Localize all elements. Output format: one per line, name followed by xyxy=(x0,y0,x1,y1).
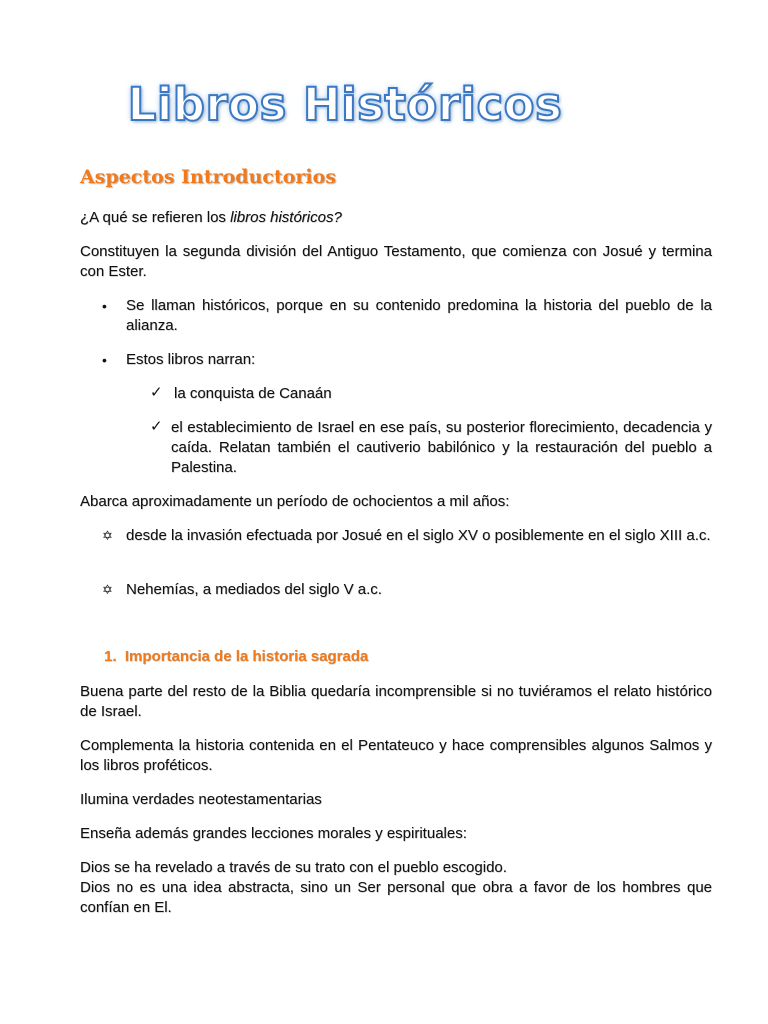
intro-question xyxy=(80,208,720,228)
star-item-1: desde la invasión efectuada por Josué en el siglo XV o posiblemente en el siglo XIII a.c. xyxy=(126,527,711,544)
question-italic: libros históricos? xyxy=(230,209,342,226)
paragraph-lessons: Enseña además grandes lecciones morales y espirituales: xyxy=(80,825,467,842)
paragraph-period: Abarca aproximadamente un período de ochocientos a mil años: xyxy=(80,493,510,510)
check-icon: ✓ xyxy=(150,418,163,435)
bullet-icon: • xyxy=(102,352,107,368)
page-title: Libros Históricos xyxy=(127,78,563,131)
section-title: Aspectos Introductorios xyxy=(80,166,337,188)
paragraph-definition: Constituyen la segunda división del Antiguo Testamento, que comienza con Josué y termina con Ester. xyxy=(80,243,712,280)
bullet-item-1: Se llaman históricos, porque en su contenido predomina la historia del pueblo de la alianza. xyxy=(126,297,712,334)
check-icon: ✓ xyxy=(150,384,163,401)
subsection-heading xyxy=(104,648,368,665)
subsection-number: 1. xyxy=(104,648,117,665)
check-item-1: la conquista de Canaán xyxy=(174,385,332,402)
subsection-title: Importancia de la historia sagrada xyxy=(124,648,369,665)
check-item-2: el establecimiento de Israel en ese país, su posterior florecimiento, decadencia y caída. Relatan también el cautiverio babilónico y la restauración del pueblo a Palestina. xyxy=(171,419,712,476)
star-of-david-icon: ✡ xyxy=(102,528,113,543)
paragraph-pentateuch: Complementa la historia contenida en el Pentateuco y hace comprensibles algunos Salmos y los libros proféticos. xyxy=(80,737,712,774)
bullet-item-2: Estos libros narran: xyxy=(126,351,256,368)
paragraph-importance: Buena parte del resto de la Biblia quedaría incomprensible si no tuviéramos el relato histórico de Israel. xyxy=(80,683,712,720)
star-item-2: Nehemías, a mediados del siglo V a.c. xyxy=(126,581,382,598)
star-of-david-icon: ✡ xyxy=(102,582,113,597)
paragraph-revelation: Dios se ha revelado a través de su trato con el pueblo escogido. xyxy=(80,859,507,876)
paragraph-personal-god: Dios no es una idea abstracta, sino un Ser personal que obra a favor de los hombres que confían en El. xyxy=(80,879,712,916)
question-prefix: ¿A qué se refieren los xyxy=(80,209,231,226)
bullet-icon: • xyxy=(102,298,107,314)
paragraph-truths: Ilumina verdades neotestamentarias xyxy=(80,791,322,808)
